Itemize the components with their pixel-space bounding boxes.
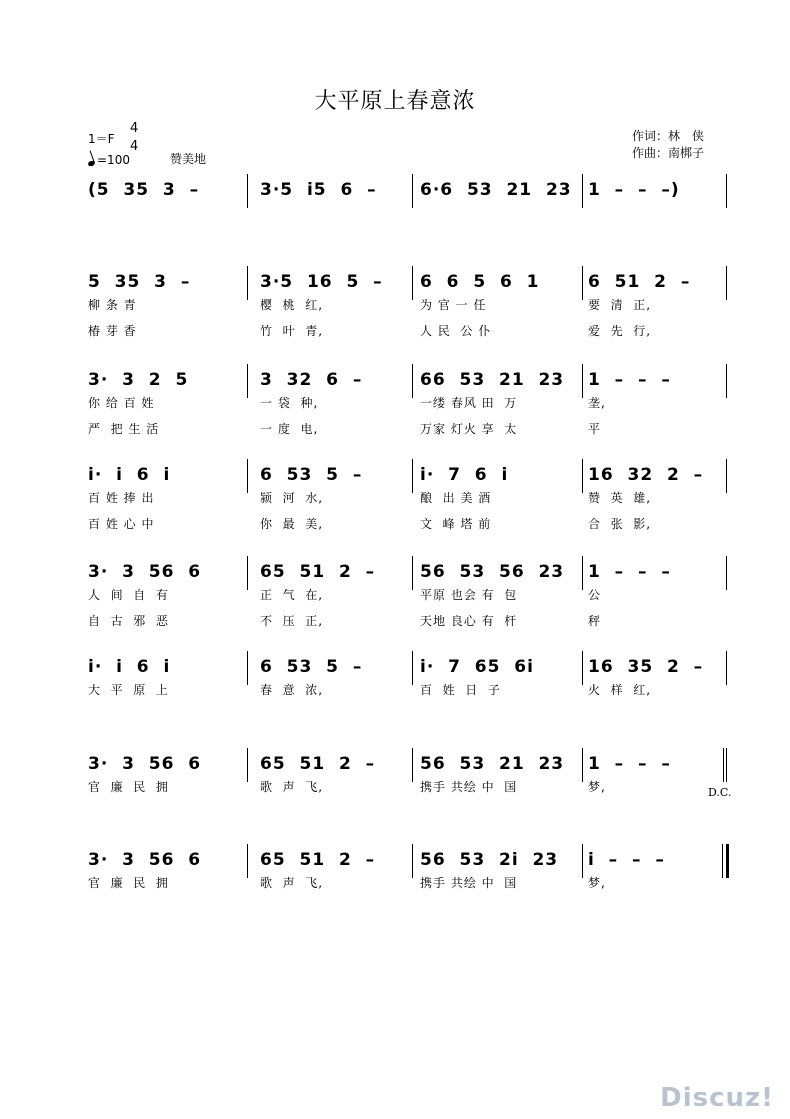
measure-notes: 6 51 2 – (588, 272, 691, 292)
measure-notes: 1 – – –) (588, 180, 680, 200)
measure-notes: 6·6 53 21 23 (420, 180, 572, 200)
lyric-line-1: 平原 也会 有 包 (420, 588, 518, 602)
measure-notes: (5 35 3 – (88, 180, 200, 200)
lyric-line-1: 你 给 百 姓 (88, 396, 155, 410)
measure-notes: i – – – (588, 850, 665, 870)
lyric-line-2: 不 压 正, (260, 614, 324, 628)
lyric-line-1: 要 清 正, (588, 298, 652, 312)
lyric-line-1: 梦, (588, 780, 606, 794)
barline (247, 364, 248, 398)
barline (726, 174, 727, 208)
song-title: 大平原上春意浓 (314, 89, 476, 114)
lyric-line-2: 百 姓 心 中 (88, 517, 155, 531)
barline (412, 266, 413, 300)
barline (582, 651, 583, 685)
measure-notes: 5 35 3 – (88, 272, 191, 292)
measure-notes: 66 53 21 23 (420, 370, 565, 390)
lyric-line-2: 合 张 影, (588, 517, 652, 531)
measure-notes: 6 53 5 – (260, 657, 363, 677)
lyric-line-1: 为 官 一 任 (420, 298, 487, 312)
measure-notes: 6 53 5 – (260, 465, 363, 485)
lyric-line-2: 万家 灯火 享 太 (420, 422, 518, 436)
barline (247, 174, 248, 208)
measure-notes: 65 51 2 – (260, 754, 376, 774)
barline (412, 651, 413, 685)
barline (726, 364, 727, 398)
barline (582, 364, 583, 398)
final-barline (726, 844, 729, 878)
barline (412, 174, 413, 208)
credits (632, 128, 704, 162)
measure-notes: 56 53 21 23 (420, 754, 565, 774)
composer: 作曲：南梆子 (632, 146, 705, 160)
lyric-line-1: 酿 出 美 酒 (420, 491, 492, 505)
barline (582, 844, 583, 878)
lyric-line-1: 携手 共绘 中 国 (420, 876, 518, 890)
lyric-line-1: 公 (588, 588, 602, 602)
barline (726, 651, 727, 685)
lyric-line-1: 携手 共绘 中 国 (420, 780, 518, 794)
lyric-line-1: 一 袋 种, (260, 396, 319, 410)
lyric-line-1: 一缕 春风 田 万 (420, 396, 518, 410)
time-signature (130, 120, 138, 156)
lyric-line-2: 严 把 生 活 (88, 422, 160, 436)
barline (247, 556, 248, 590)
lyric-line-1: 百 姓 日 子 (420, 683, 501, 697)
lyric-line-1: 柳 条 青 (88, 298, 137, 312)
measure-notes: 6 6 5 6 1 (420, 272, 540, 292)
da-capo-mark: D.C. (708, 786, 732, 799)
lyric-line-1: 梦, (588, 876, 606, 890)
measure-notes: 1 – – – (588, 562, 671, 582)
lyric-line-1: 春 意 浓, (260, 683, 324, 697)
barline (582, 748, 583, 782)
performance-style: 赞美地 (170, 152, 207, 166)
measure-notes: i· i 6 i (88, 657, 171, 677)
lyric-line-1: 赞 英 雄, (588, 491, 652, 505)
lyric-line-1: 正 气 在, (260, 588, 324, 602)
barline (247, 844, 248, 878)
tempo-mark (88, 153, 130, 167)
barline (726, 459, 727, 493)
lyric-line-1: 歌 声 飞, (260, 780, 324, 794)
lyric-line-2: 你 最 美, (260, 517, 324, 531)
lyric-line-1: 歌 声 飞, (260, 876, 324, 890)
lyric-line-2: 秤 (588, 614, 602, 628)
double-barline (723, 748, 724, 782)
lyric-line-2: 竹 叶 青, (260, 324, 324, 338)
lyric-line-1: 人 间 自 有 (88, 588, 169, 602)
measure-notes: 3· 3 2 5 (88, 370, 189, 390)
barline (726, 266, 727, 300)
barline (726, 748, 727, 782)
measure-notes: 65 51 2 – (260, 562, 376, 582)
measure-notes: 56 53 2i 23 (420, 850, 559, 870)
measure-notes: 65 51 2 – (260, 850, 376, 870)
barline (412, 459, 413, 493)
measure-notes: 3· 3 56 6 (88, 850, 202, 870)
barline (247, 651, 248, 685)
measure-notes: i· 7 65 6i (420, 657, 534, 677)
barline (582, 459, 583, 493)
measure-notes: 56 53 56 23 (420, 562, 565, 582)
barline (247, 266, 248, 300)
lyric-line-1: 大 平 原 上 (88, 683, 169, 697)
measure-notes: 1 – – – (588, 370, 671, 390)
lyric-line-1: 百 姓 捧 出 (88, 491, 155, 505)
measure-notes: 3 32 6 – (260, 370, 363, 390)
lyric-line-2: 爱 先 行, (588, 324, 652, 338)
tempo-value: =100 (97, 153, 130, 167)
measure-notes: 3·5 16 5 – (260, 272, 383, 292)
measure-notes: 3·5 i5 6 – (260, 180, 377, 200)
lyric-line-2: 天地 良心 有 杆 (420, 614, 518, 628)
quarter-note-icon (87, 160, 95, 167)
barline (412, 748, 413, 782)
lyric-line-1: 垄, (588, 396, 606, 410)
barline (412, 556, 413, 590)
lyric-line-2: 平 (588, 422, 602, 436)
key-signature: 1＝F (88, 132, 115, 146)
measure-notes: 16 32 2 – (588, 465, 704, 485)
barline (247, 459, 248, 493)
barline (582, 266, 583, 300)
lyric-line-2: 文 峰 塔 前 (420, 517, 492, 531)
lyric-line-2: 一 度 电, (260, 422, 319, 436)
discuz-watermark: Discuz! (660, 1083, 774, 1113)
double-barline (722, 844, 723, 878)
measure-notes: 3· 3 56 6 (88, 562, 202, 582)
measure-notes: i· i 6 i (88, 465, 171, 485)
barline (412, 844, 413, 878)
barline (582, 556, 583, 590)
measure-notes: i· 7 6 i (420, 465, 509, 485)
barline (726, 556, 727, 590)
lyric-line-1: 颍 河 水, (260, 491, 324, 505)
time-signature-bottom: 4 (130, 139, 139, 154)
barline (582, 174, 583, 208)
barline (412, 364, 413, 398)
lyric-line-1: 官 廉 民 拥 (88, 780, 169, 794)
barline (247, 748, 248, 782)
lyric-line-1: 樱 桃 红, (260, 298, 324, 312)
measure-notes: 3· 3 56 6 (88, 754, 202, 774)
lyric-line-2: 自 古 邪 恶 (88, 614, 169, 628)
lyric-line-1: 火 样 红, (588, 683, 652, 697)
lyric-line-1: 官 廉 民 拥 (88, 876, 169, 890)
lyricist: 作词：林 侠 (632, 129, 705, 143)
lyric-line-2: 椿 芽 香 (88, 324, 137, 338)
time-signature-top: 4 (130, 121, 139, 136)
measure-notes: 1 – – – (588, 754, 671, 774)
measure-notes: 16 35 2 – (588, 657, 704, 677)
lyric-line-2: 人 民 公 仆 (420, 324, 492, 338)
